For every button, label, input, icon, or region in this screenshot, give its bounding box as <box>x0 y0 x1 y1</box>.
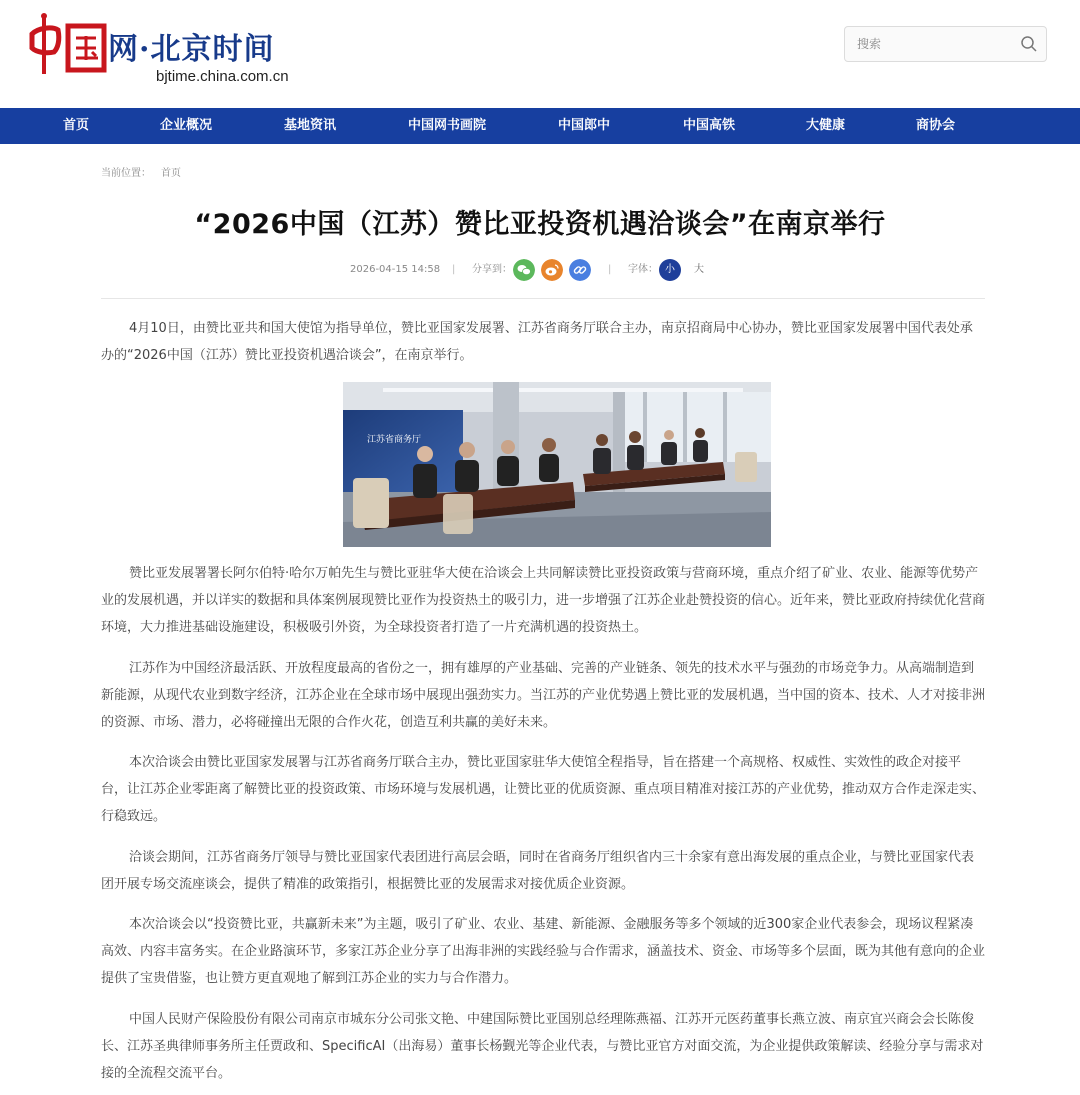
article-paragraph: 本次洽谈会由赞比亚国家发展署与江苏省商务厅联合主办，赞比亚国家驻华大使馆全程指导，旨在搭建一个高规格、权威性、实效性的政企对接平台，让江苏企业零距离了解赞比亚的投资政策、市场环境与发展机遇，让赞比亚的优质资源、重点项目精准对接江苏的产业优势，推动双方合作走深走实、行稳致远。 <box>101 755 986 824</box>
article-paragraph: 洽谈会期间，江苏省商务厅领导与赞比亚国家代表团进行高层会晤，同时在省商务厅组织省内三十余家有意出海发展的重点企业，与赞比亚国家代表团开展专场交流座谈会，提供了精准的政策指引，根据赞比亚的发展需求对接优质企业资源。 <box>101 850 975 892</box>
photo-banner-text: 江苏省商务厅 <box>367 435 422 445</box>
site-logo[interactable] <box>28 10 328 90</box>
logo-title: 网·北京时间 <box>108 32 275 67</box>
search-icon[interactable] <box>1020 35 1038 53</box>
nav-item-chamber[interactable]: 商协会 <box>916 118 956 133</box>
article-paragraph: 中国人民财产保险股份有限公司南京市城东分公司张文艳、中建国际赞比亚国别总经理陈燕福、江苏开元医药董事长燕立波、南京宜兴商会会长陈俊长、江苏圣典律师事务所主任贾政和、SpecificAI（出海易）董事长杨觐光等企业代表，与赞比亚官方对面交流，为企业提供政策解读、经验分享与需求对接的全流程交流平台。 <box>101 1012 984 1081</box>
nav-item-base-news[interactable]: 基地资讯 <box>284 118 337 133</box>
logo-url: bjtime.china.com.cn <box>156 68 289 85</box>
copy-link-icon[interactable] <box>569 259 591 281</box>
article-title: “2026中国（江苏）赞比亚投资机遇洽谈会”在南京举行 <box>194 209 886 240</box>
nav-item-health[interactable]: 大健康 <box>806 118 846 133</box>
search-box <box>844 26 1047 62</box>
nav-item-langzhong[interactable]: 中国郎中 <box>558 118 611 133</box>
meta-divider: | <box>452 264 456 275</box>
article-paragraph: 4月10日，由赞比亚共和国大使馆为指导单位，赞比亚国家发展署、江苏省商务厅联合主办，南京招商局中心协办，赞比亚国家发展署中国代表处承办的“2026中国（江苏）赞比亚投资机遇洽谈会”，在南京举行。 <box>101 321 973 363</box>
share-label: 分享到： <box>472 264 512 275</box>
font-large-button[interactable]: 大 <box>694 264 704 275</box>
nav-item-home[interactable]: 首页 <box>63 118 90 133</box>
conference-photo <box>343 382 771 547</box>
breadcrumb-home-link[interactable]: 首页 <box>161 168 181 179</box>
article-date: 2026-04-15 14:58 <box>350 264 441 275</box>
wechat-share-icon[interactable] <box>513 259 535 281</box>
site-header <box>0 0 1080 108</box>
nav-item-painting-academy[interactable]: 中国网书画院 <box>408 118 487 133</box>
nav-item-company[interactable]: 企业概况 <box>160 118 213 133</box>
content-divider <box>101 298 985 299</box>
article-photo <box>343 382 771 547</box>
breadcrumb-label: 当前位置： <box>101 168 151 179</box>
main-nav <box>0 108 1080 144</box>
china-logo-mark-icon <box>28 12 110 78</box>
font-size-label: 字体： <box>628 264 658 275</box>
font-small-button[interactable]: 小 <box>659 259 681 281</box>
nav-item-high-speed-rail[interactable]: 中国高铁 <box>683 118 736 133</box>
breadcrumb <box>101 164 181 179</box>
article-paragraph: 江苏作为中国经济最活跃、开放程度最高的省份之一，拥有雄厚的产业基础、完善的产业链条、领先的技术水平与强劲的市场竞争力。从高端制造到新能源，从现代农业到数字经济，江苏企业在全球市场中展现出强劲实力。当江苏的产业优势遇上赞比亚的发展机遇，当中国的资本、技术、人才对接非洲的资源、市场、潜力，必将碰撞出无限的合作火花，创造互利共赢的美好未来。 <box>101 661 986 730</box>
weibo-share-icon[interactable] <box>541 259 563 281</box>
search-input[interactable] <box>845 27 1017 61</box>
article-paragraph: 赞比亚发展署署长阿尔伯特·哈尔万帕先生与赞比亚驻华大使在洽谈会上共同解读赞比亚投资政策与营商环境，重点介绍了矿业、农业、能源等优势产业的发展机遇，并以详实的数据和具体案例展现赞比亚作为投资热土的吸引力，进一步增强了江苏企业赴赞投资的信心。近年来，赞比亚政府持续优化营商环境，大力推进基础设施建设，积极吸引外资，为全球投资者打造了一片充满机遇的投资热土。 <box>101 566 986 635</box>
meta-divider: | <box>608 264 612 275</box>
article-paragraph: 本次洽谈会以“投资赞比亚，共赢新未来”为主题，吸引了矿业、农业、基建、新能源、金融服务等多个领域的近300家企业代表参会，现场议程紧凑高效、内容丰富务实。在企业路演环节，多家江苏企业分享了出海非洲的实践经验与合作需求，涵盖技术、资金、市场等多个层面，既为其他有意向的企业提供了宝贵借鉴，也让赞方更直观地了解到江苏企业的实力与合作潜力。 <box>101 917 986 986</box>
